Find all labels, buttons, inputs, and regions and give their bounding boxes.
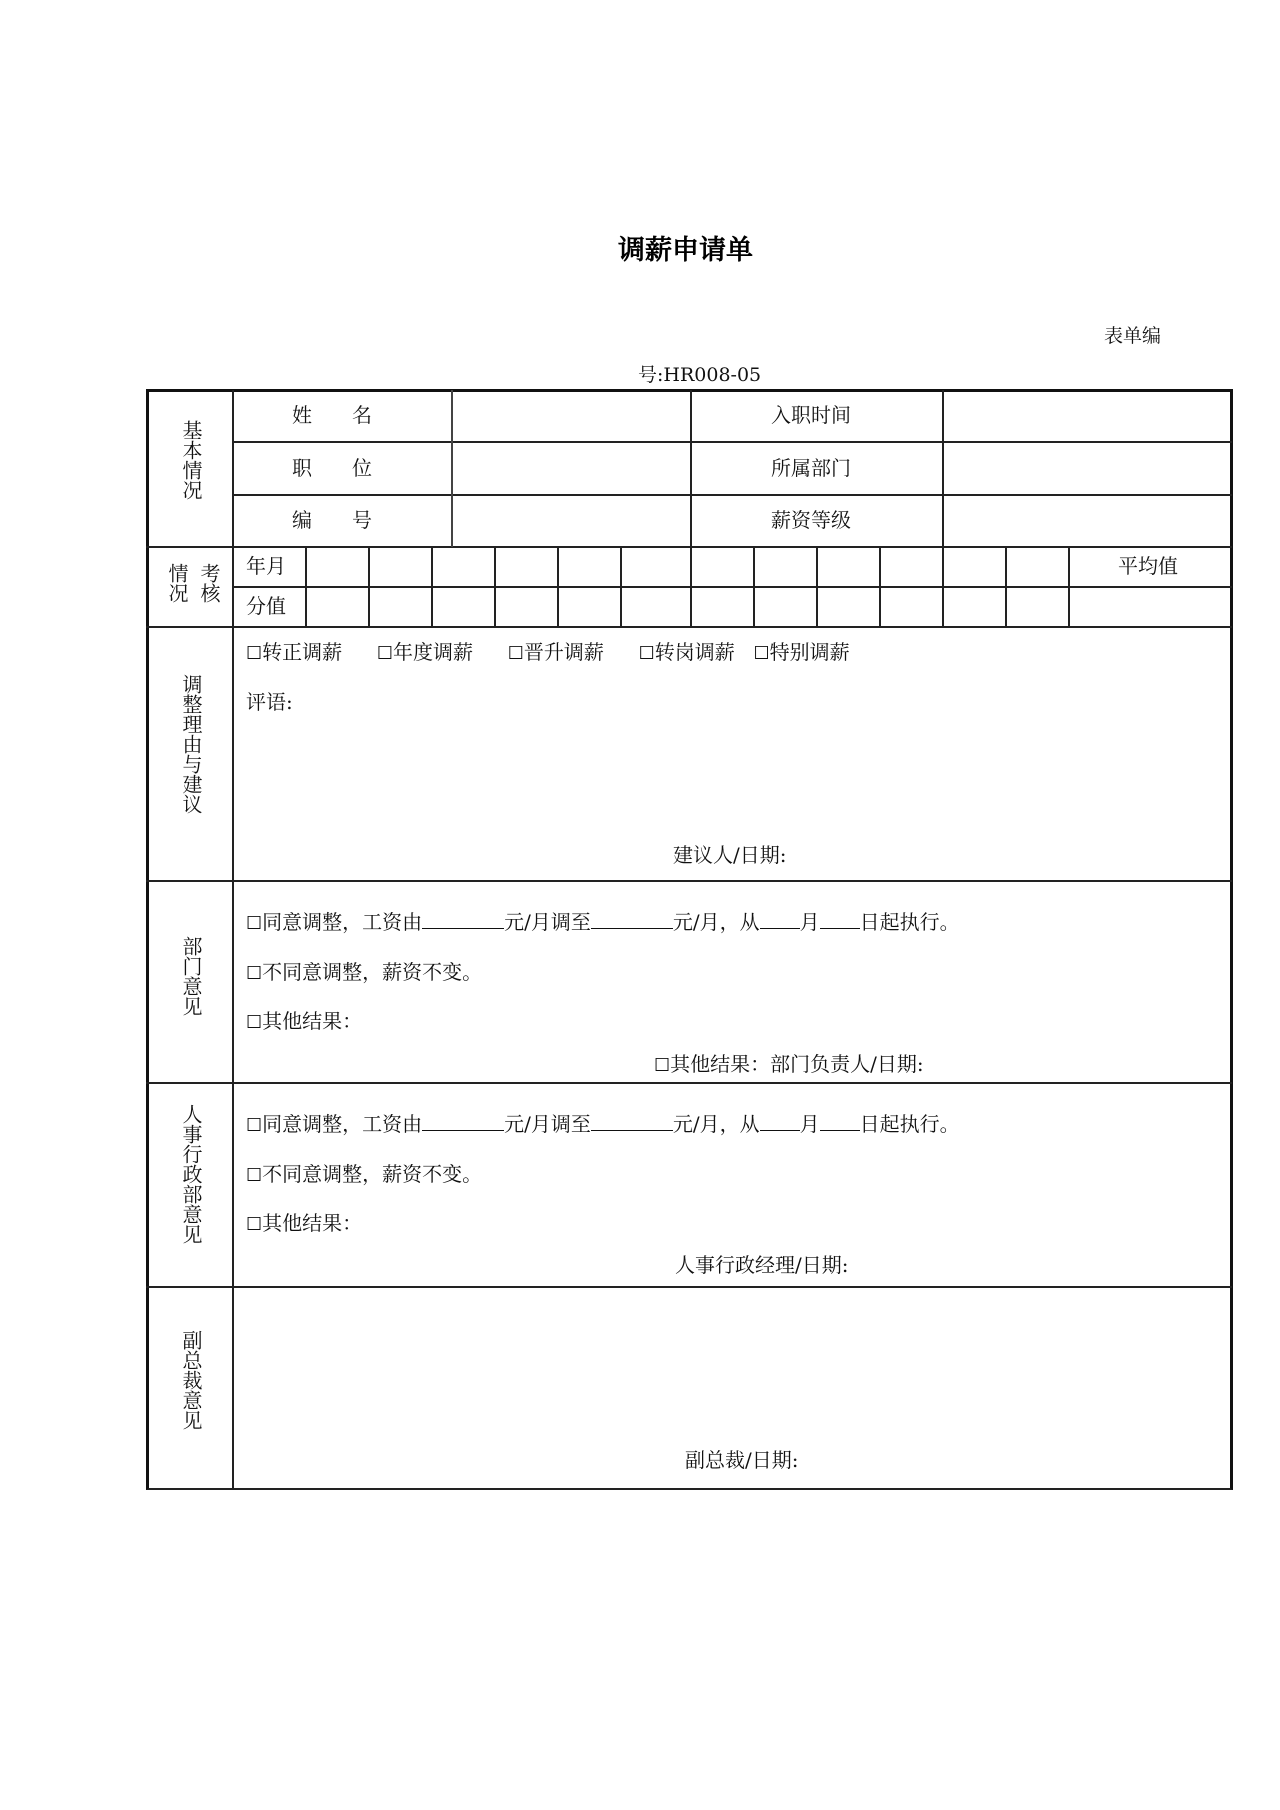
divider [232,441,1232,443]
divider [879,547,881,627]
comment-field[interactable] [246,718,1226,828]
checkbox-transfer[interactable]: ☐转岗调薪 [638,640,735,664]
divider [232,494,1232,496]
salary-from-blank[interactable] [422,1112,504,1131]
department-label: 所属部门 [771,456,851,480]
salary-grade-field[interactable] [947,499,1227,543]
section-label-department: 部门意见 [179,936,203,1016]
divider [305,547,307,627]
checkbox-icon: ☐ [246,1012,263,1033]
divider [146,1082,1232,1084]
day-blank[interactable] [820,910,860,929]
checkbox-icon: ☐ [638,643,655,664]
divider [816,547,818,627]
divider [690,390,692,547]
divider [232,586,1232,588]
divider [1005,547,1007,627]
checkbox-icon: ☐ [246,963,263,984]
checkbox-special[interactable]: ☐特别调薪 [753,640,850,664]
checkbox-icon: ☐ [246,1214,263,1235]
checkbox-probation[interactable]: ☐转正调薪 [246,640,343,664]
divider [753,547,755,627]
comment-label: 评语: [246,690,293,714]
reason-checkbox-row [246,640,850,666]
day-blank[interactable] [820,1112,860,1131]
divider [557,547,559,627]
divider [1068,547,1070,627]
section-label-assessment-left: 情况 [165,563,189,603]
dept-signature-label: ☐其他结果：部门负责人/日期: [654,1052,924,1076]
vp-comment-field[interactable] [246,1296,1226,1436]
salary-to-blank[interactable] [591,910,673,929]
name-label: 姓 名 [292,403,372,427]
month-blank[interactable] [760,910,800,929]
department-field[interactable] [947,446,1227,490]
checkbox-icon: ☐ [246,1115,263,1136]
checkbox-icon: ☐ [654,1055,671,1076]
divider [494,547,496,627]
hr-signature-label: 人事行政经理/日期: [675,1253,849,1277]
employee-id-label: 编 号 [292,508,372,532]
year-month-label: 年月 [246,554,286,578]
hire-date-field[interactable] [947,395,1227,439]
divider [620,547,622,627]
position-label: 职 位 [292,456,372,480]
name-field[interactable] [456,395,686,439]
checkbox-icon: ☐ [246,1165,263,1186]
section-label-assessment-right: 考核 [197,563,221,603]
divider [232,390,234,1489]
hr-other-option[interactable]: ☐其他结果： [246,1211,363,1235]
hr-disagree-option[interactable]: ☐不同意调整，薪资不变。 [246,1162,483,1186]
divider [368,547,370,627]
hr-agree-option[interactable]: ☐同意调整，工资由 元/月调至 元/月，从 月 日起执行。 [246,1112,960,1136]
dept-disagree-option[interactable]: ☐不同意调整，薪资不变。 [246,960,483,984]
divider [146,1286,1232,1288]
dept-agree-option[interactable]: ☐同意调整，工资由 元/月调至 元/月，从 月 日起执行。 [246,910,960,934]
checkbox-promotion[interactable]: ☐晋升调薪 [507,640,604,664]
position-field[interactable] [456,446,686,490]
checkbox-icon: ☐ [753,643,770,664]
section-label-reason: 调整理由与建议 [179,674,203,814]
salary-grade-label: 薪资等级 [771,508,851,532]
score-label: 分值 [246,594,286,618]
divider [942,547,944,627]
checkbox-icon: ☐ [376,643,393,664]
average-label: 平均值 [1118,554,1178,578]
salary-from-blank[interactable] [422,910,504,929]
vp-signature-label: 副总裁/日期: [685,1448,799,1472]
salary-to-blank[interactable] [591,1112,673,1131]
checkbox-annual[interactable]: ☐年度调薪 [376,640,473,664]
divider [146,880,1232,882]
dept-other-option[interactable]: ☐其他结果： [246,1009,363,1033]
section-label-vp: 副总裁意见 [179,1330,203,1430]
checkbox-icon: ☐ [246,913,263,934]
divider [942,390,944,547]
divider [431,547,433,627]
form-number-value: 号:HR008-05 [638,364,762,386]
form-number-label: 表单编 [1104,325,1162,347]
hire-date-label: 入职时间 [771,403,851,427]
employee-id-field[interactable] [456,499,686,543]
suggester-signature-label: 建议人/日期: [673,843,787,867]
section-label-basic-info: 基本情况 [179,420,203,500]
section-label-hr: 人事行政部意见 [179,1104,203,1244]
divider [690,547,692,627]
month-blank[interactable] [760,1112,800,1131]
divider [451,390,453,547]
checkbox-icon: ☐ [246,643,263,664]
form-title: 调薪申请单 [618,235,753,266]
average-value-cell[interactable] [1072,590,1227,624]
checkbox-icon: ☐ [507,643,524,664]
